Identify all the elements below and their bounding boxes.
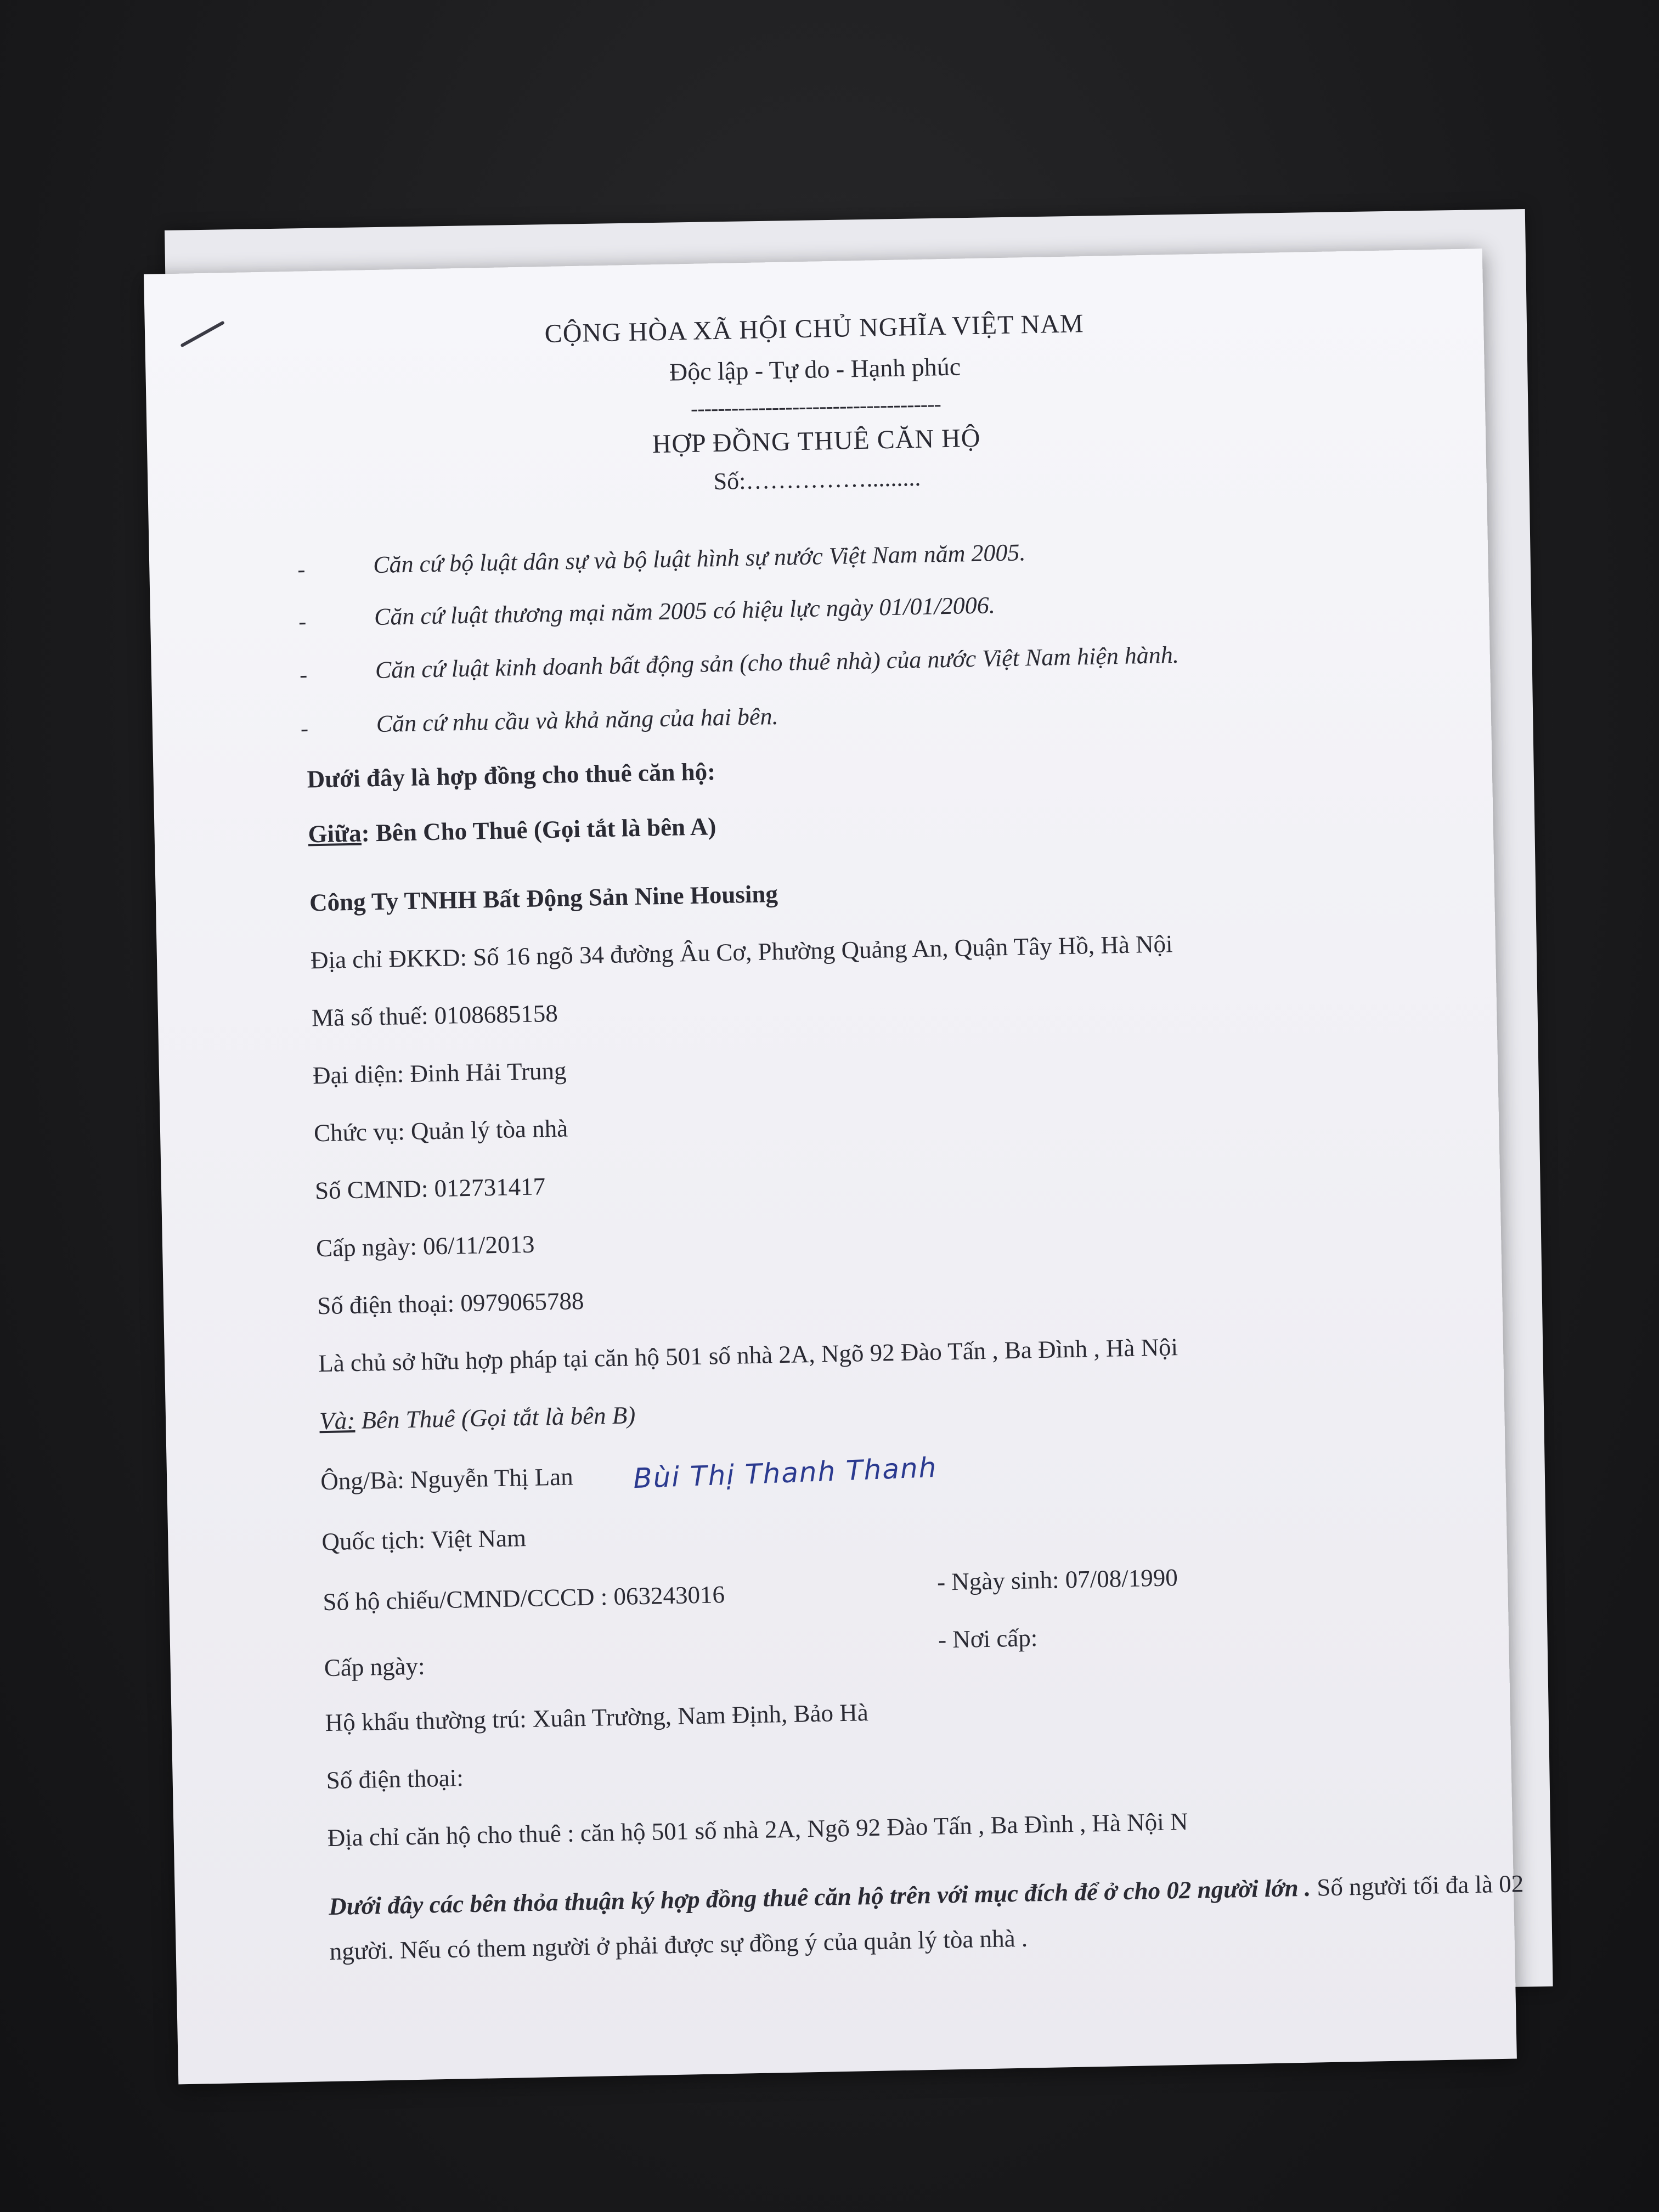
- motto: Độc lập - Tự do - Hạnh phúc: [669, 352, 961, 386]
- bullet: -: [300, 716, 309, 742]
- legal-basis-item: Căn cứ luật kinh doanh bất động sản (cho thuê nhà) của nước Việt Nam hiện hành.: [375, 641, 1180, 684]
- bullet: -: [297, 557, 306, 583]
- party-b-id-number: Số hộ chiếu/CMND/CCCD : 063243016: [323, 1581, 725, 1616]
- party-a-phone: Số điện thoại: 0979065788: [317, 1286, 584, 1320]
- party-b-heading-text: Bên Thuê (Gọi tắt là bên B): [354, 1401, 636, 1434]
- rental-address: Địa chỉ căn hộ cho thuê : căn hộ 501 số nhà 2A, Ngõ 92 Đào Tấn , Ba Đình , Hà Nội N: [327, 1807, 1188, 1852]
- party-b-issue-place: - Nơi cấp:: [938, 1624, 1038, 1654]
- contract-number: Số:…………….........: [713, 464, 921, 495]
- party-b-birth-date: - Ngày sinh: 07/08/1990: [936, 1564, 1178, 1596]
- header-divider: -------------------------------------: [690, 391, 941, 421]
- bullet: -: [299, 662, 308, 688]
- legal-basis-item: Căn cứ bộ luật dân sự và bộ luật hình sự nước Việt Nam năm 2005.: [373, 539, 1026, 579]
- contract-intro: Dưới đây là hợp đồng cho thuê căn hộ:: [307, 758, 716, 793]
- country-name: CỘNG HÒA XÃ HỘI CHỦ NGHĨA VIỆT NAM: [544, 309, 1084, 348]
- agreement-paragraph: [328, 1861, 1537, 1974]
- party-a-address: Địa chỉ ĐKKD: Số 16 ngõ 34 đường Âu Cơ, Phường Quảng An, Quận Tây Hồ, Hà Nội: [310, 930, 1173, 974]
- party-b-label: Và:: [319, 1406, 356, 1435]
- bullet: -: [298, 609, 307, 635]
- party-a-issue-date: Cấp ngày: 06/11/2013: [315, 1230, 535, 1262]
- party-a-company: Công Ty TNHH Bất Động Sản Nine Housing: [309, 880, 778, 917]
- contract-title: HỢP ĐỒNG THUÊ CĂN HỘ: [652, 423, 981, 459]
- handwritten-name: Bùi Thị Thanh Thanh: [633, 1451, 938, 1495]
- legal-basis-item: Căn cứ nhu cầu và khả năng của hai bên.: [376, 702, 778, 738]
- party-b-heading: [319, 1401, 636, 1435]
- party-a-id-number: Số CMND: 012731417: [314, 1172, 546, 1205]
- party-a-representative: Đại diện: Đinh Hải Trung: [312, 1057, 567, 1090]
- agreement-terms: Số người tối đa là 02 người. Nếu có them người ở phải được sự đồng ý của quản lý tòa nhà .: [329, 1870, 1524, 1966]
- party-a-position: Chức vụ: Quản lý tòa nhà: [313, 1114, 568, 1147]
- party-b-issue-date: Cấp ngày:: [324, 1652, 425, 1682]
- party-b-residence: Hộ khẩu thường trú: Xuân Trường, Nam Định, Bảo Hà: [325, 1699, 869, 1737]
- legal-basis-item: Căn cứ luật thương mại năm 2005 có hiệu lực ngày 01/01/2006.: [374, 591, 996, 631]
- party-a-label: Giữa: [308, 819, 362, 848]
- party-a-heading-text: : Bên Cho Thuê (Gọi tắt là bên A): [361, 812, 716, 847]
- party-a-heading: [308, 812, 716, 848]
- agreement-purpose: Dưới đây các bên thỏa thuận ký hợp đồng thuê căn hộ trên với mục đích để ở cho 02 người lớn .: [328, 1874, 1311, 1921]
- party-a-ownership: Là chủ sở hữu hợp pháp tại căn hộ 501 số nhà 2A, Ngõ 92 Đào Tấn , Ba Đình , Hà Nội: [318, 1333, 1178, 1378]
- party-b-name: Ông/Bà: Nguyễn Thị Lan: [320, 1463, 574, 1496]
- contract-page: [144, 249, 1524, 2084]
- party-b-phone: Số điện thoại:: [326, 1764, 464, 1795]
- party-b-nationality: Quốc tịch: Việt Nam: [321, 1524, 527, 1556]
- party-a-tax-code: Mã số thuế: 0108685158: [311, 999, 558, 1032]
